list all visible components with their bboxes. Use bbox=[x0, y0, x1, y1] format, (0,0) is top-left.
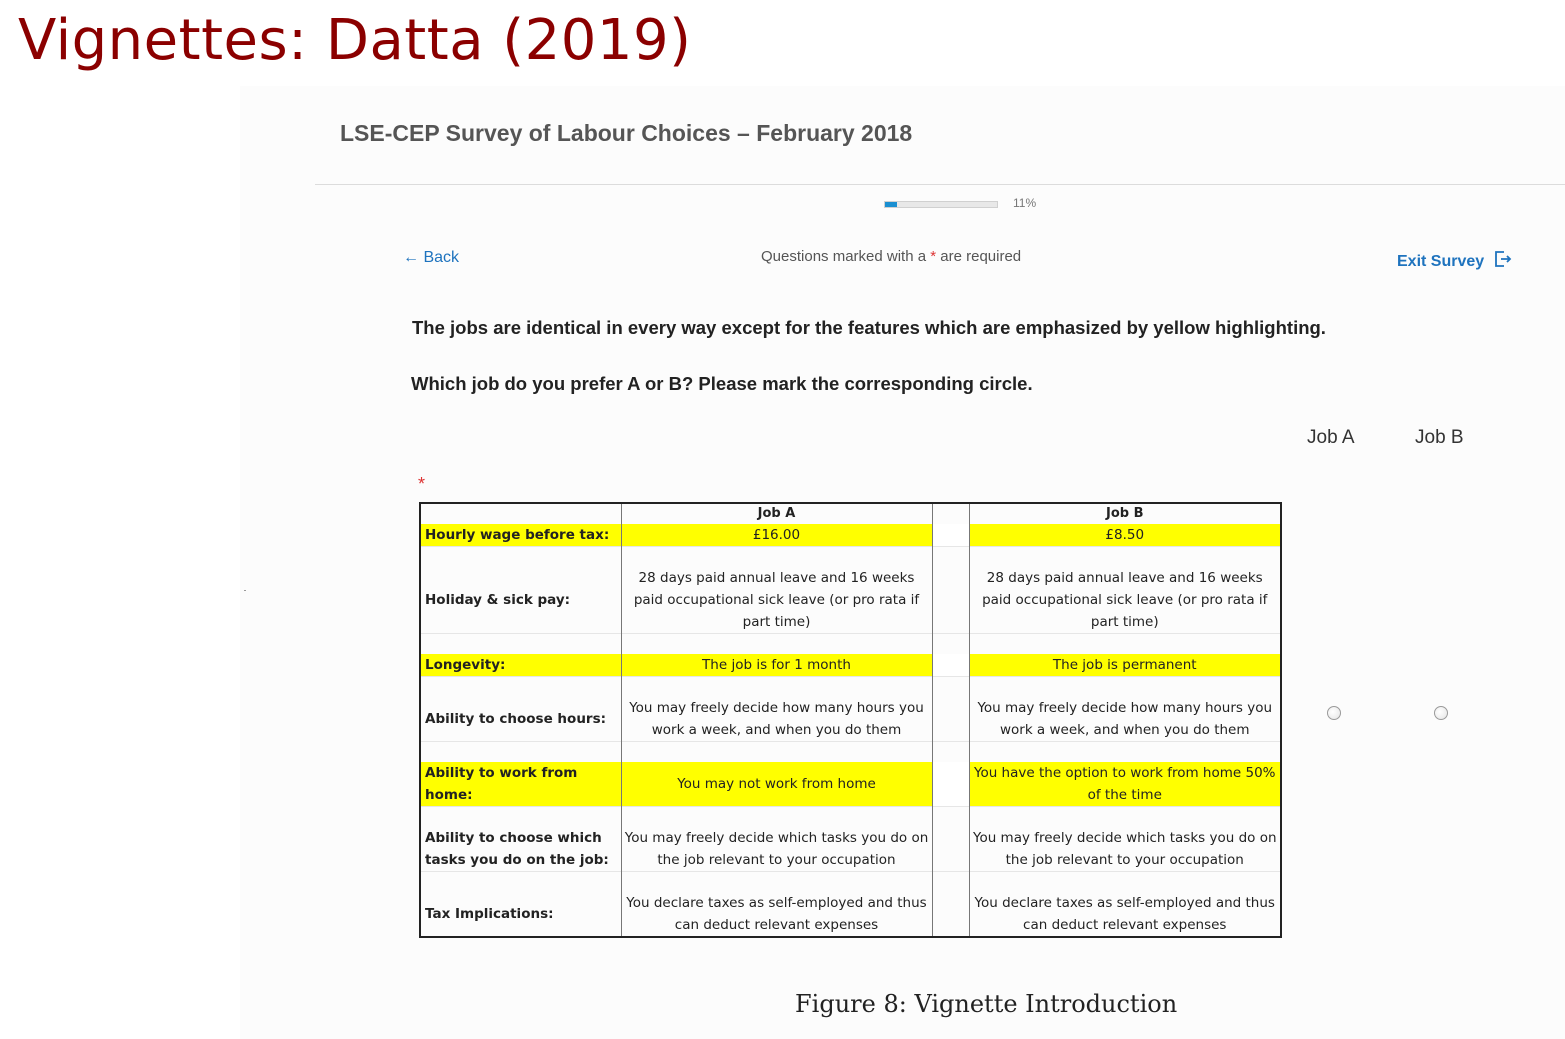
vignette-header-job-a: Job A bbox=[621, 503, 932, 524]
vignette-gap-cell bbox=[932, 654, 969, 677]
progress-label: 11% bbox=[1013, 196, 1037, 210]
vignette-spacer-cell bbox=[420, 742, 621, 763]
job-a-value: You may freely decide how many hours you work a week, and when you do them bbox=[621, 697, 932, 742]
vignette-attribute-row bbox=[420, 524, 1281, 547]
job-b-value: You have the option to work from home 50% of the time bbox=[969, 762, 1281, 807]
required-asterisk: * bbox=[418, 474, 426, 494]
vignette-spacer-cell bbox=[969, 634, 1281, 655]
stray-mark bbox=[244, 590, 246, 591]
vignette-attribute-row bbox=[420, 567, 1281, 634]
figure-caption: Figure 8: Vignette Introduction bbox=[795, 990, 1178, 1018]
attribute-label: Ability to work from home: bbox=[420, 762, 621, 807]
vignette-spacer-cell bbox=[969, 677, 1281, 698]
vignette-gap-cell bbox=[932, 742, 969, 763]
vignette-header-blank bbox=[420, 503, 621, 524]
vignette-table-body bbox=[420, 503, 1281, 937]
job-b-value: You may freely decide which tasks you do on the job relevant to your occupation bbox=[969, 827, 1281, 872]
attribute-label: Holiday & sick pay: bbox=[420, 567, 621, 634]
instruction-question: Which job do you prefer A or B? Please mark the corresponding circle. bbox=[411, 373, 1033, 394]
job-a-value: You may not work from home bbox=[621, 762, 932, 807]
vignette-spacer-row bbox=[420, 807, 1281, 828]
job-a-value: The job is for 1 month bbox=[621, 654, 932, 677]
vignette-attribute-row bbox=[420, 762, 1281, 807]
vignette-spacer-cell bbox=[969, 872, 1281, 893]
choice-header-job-a: Job A bbox=[1307, 427, 1355, 448]
required-note-end: are required bbox=[940, 248, 1022, 265]
vignette-spacer-row bbox=[420, 547, 1281, 568]
radio-job-a[interactable] bbox=[1327, 706, 1341, 720]
back-button[interactable]: ← Back bbox=[403, 249, 460, 266]
radio-job-b[interactable] bbox=[1434, 706, 1448, 720]
vignette-header-job-b: Job B bbox=[969, 503, 1281, 524]
vignette-attribute-row bbox=[420, 892, 1281, 937]
vignette-gap-cell bbox=[932, 892, 969, 937]
slide-title: Vignettes: Datta (2019) bbox=[18, 8, 692, 73]
vignette-spacer-row bbox=[420, 677, 1281, 698]
vignette-spacer-cell bbox=[621, 742, 932, 763]
progress-bar bbox=[884, 201, 998, 208]
vignette-spacer-cell bbox=[420, 677, 621, 698]
vignette-spacer-row bbox=[420, 872, 1281, 893]
required-note-text: Questions marked with a bbox=[761, 248, 927, 265]
vignette-spacer-cell bbox=[621, 547, 932, 568]
vignette-attribute-row bbox=[420, 697, 1281, 742]
vignette-attribute-row bbox=[420, 654, 1281, 677]
choice-header-job-b: Job B bbox=[1415, 427, 1464, 448]
vignette-attribute-row bbox=[420, 827, 1281, 872]
vignette-spacer-cell bbox=[621, 872, 932, 893]
exit-survey-button[interactable] bbox=[1397, 249, 1512, 274]
vignette-spacer-row bbox=[420, 742, 1281, 763]
job-b-value: 28 days paid annual leave and 16 weeks paid occupational sick leave (or pro rata if part time) bbox=[969, 567, 1281, 634]
exit-icon bbox=[1492, 249, 1512, 274]
vignette-gap-cell bbox=[932, 807, 969, 828]
progress-fill bbox=[885, 202, 897, 207]
vignette-gap-cell bbox=[932, 677, 969, 698]
vignette-gap-cell bbox=[932, 697, 969, 742]
attribute-label: Tax Implications: bbox=[420, 892, 621, 937]
job-a-value: £16.00 bbox=[621, 524, 932, 547]
attribute-label: Longevity: bbox=[420, 654, 621, 677]
vignette-spacer-cell bbox=[420, 807, 621, 828]
attribute-label: Hourly wage before tax: bbox=[420, 524, 621, 547]
header-divider bbox=[315, 184, 1565, 185]
vignette-spacer-cell bbox=[621, 807, 932, 828]
vignette-spacer-cell bbox=[420, 872, 621, 893]
vignette-gap-cell bbox=[932, 503, 969, 524]
vignette-gap-cell bbox=[932, 634, 969, 655]
vignette-spacer-cell bbox=[621, 677, 932, 698]
vignette-gap-cell bbox=[932, 524, 969, 547]
vignette-spacer-cell bbox=[969, 547, 1281, 568]
attribute-label: Ability to choose hours: bbox=[420, 697, 621, 742]
required-note bbox=[761, 248, 1021, 265]
job-b-value: £8.50 bbox=[969, 524, 1281, 547]
vignette-gap-cell bbox=[932, 547, 969, 568]
vignette-spacer-cell bbox=[420, 547, 621, 568]
vignette-gap-cell bbox=[932, 872, 969, 893]
survey-title: LSE-CEP Survey of Labour Choices – February 2018 bbox=[340, 120, 913, 146]
job-a-value: You declare taxes as self-employed and thus can deduct relevant expenses bbox=[621, 892, 932, 937]
vignette-spacer-cell bbox=[420, 634, 621, 655]
vignette-gap-cell bbox=[932, 762, 969, 807]
job-a-value: You may freely decide which tasks you do on the job relevant to your occupation bbox=[621, 827, 932, 872]
attribute-label: Ability to choose which tasks you do on the job: bbox=[420, 827, 621, 872]
vignette-gap-cell bbox=[932, 567, 969, 634]
vignette-header-row bbox=[420, 503, 1281, 524]
vignette-spacer-cell bbox=[969, 742, 1281, 763]
job-a-value: 28 days paid annual leave and 16 weeks paid occupational sick leave (or pro rata if part time) bbox=[621, 567, 932, 634]
job-b-value: The job is permanent bbox=[969, 654, 1281, 677]
vignette-spacer-row bbox=[420, 634, 1281, 655]
job-b-value: You declare taxes as self-employed and thus can deduct relevant expenses bbox=[969, 892, 1281, 937]
vignette-gap-cell bbox=[932, 827, 969, 872]
instruction-identical-jobs: The jobs are identical in every way except for the features which are emphasized by yellow highlighting. bbox=[412, 317, 1326, 338]
required-note-star: * bbox=[930, 248, 937, 265]
vignette-table bbox=[419, 502, 1282, 938]
vignette-spacer-cell bbox=[969, 807, 1281, 828]
job-b-value: You may freely decide how many hours you work a week, and when you do them bbox=[969, 697, 1281, 742]
vignette-spacer-cell bbox=[621, 634, 932, 655]
exit-survey-label: Exit Survey bbox=[1397, 252, 1485, 270]
